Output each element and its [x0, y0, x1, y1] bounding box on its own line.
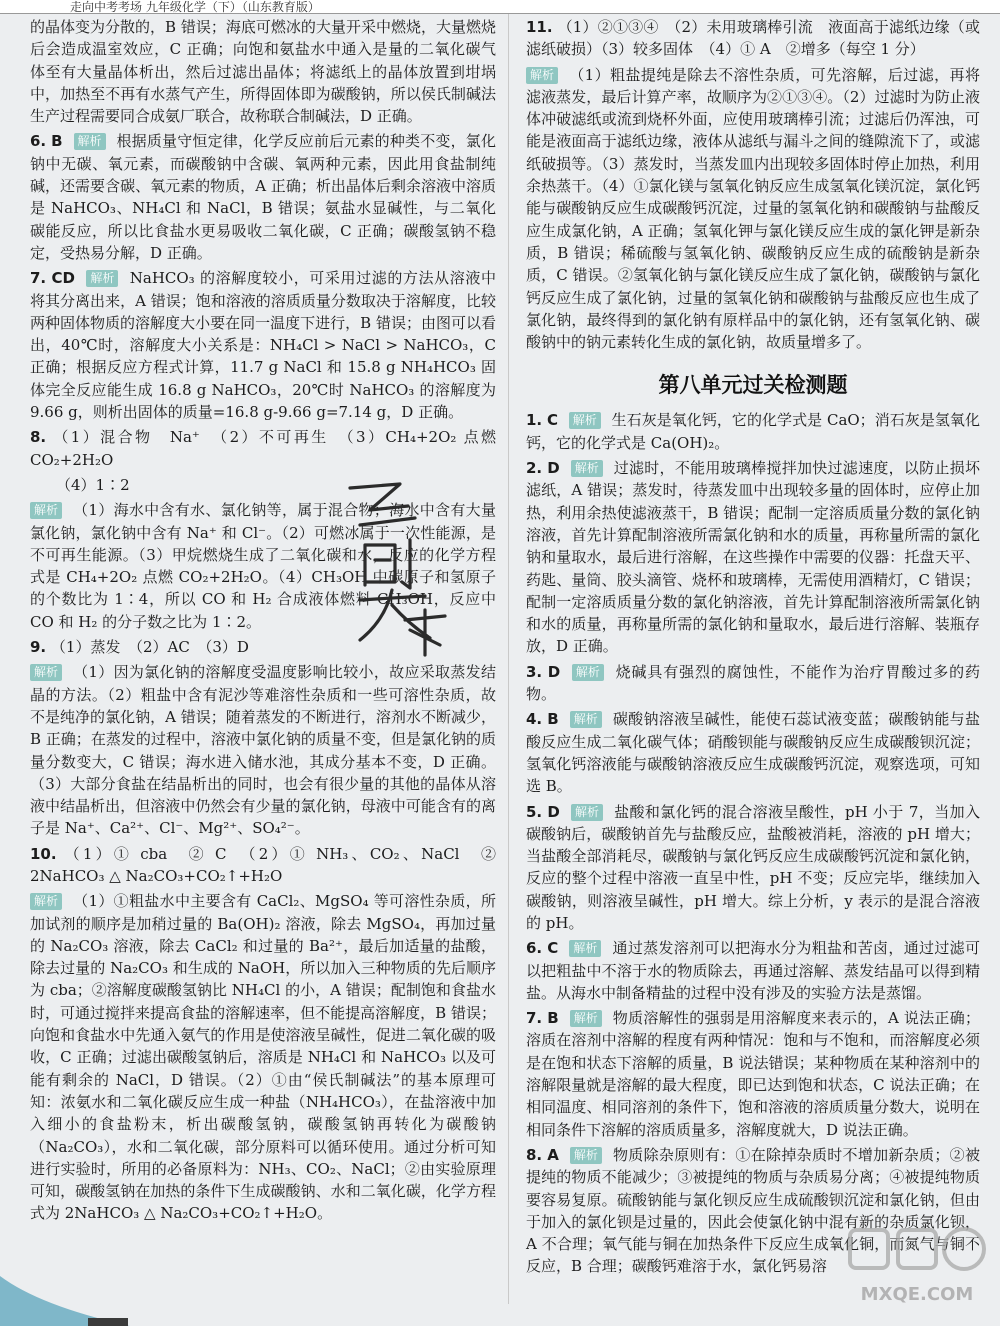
analysis-badge: 解析	[570, 1010, 602, 1027]
explanation-text: （1）粗盐提纯是除去不溶性杂质，可先溶解，后过滤，再将滤液蒸发，最后计算产率，故顺序为②①③④。（2）过滤时为防止液体冲破滤纸或流到烧杯外面，应使用玻璃棒引流；过滤后仍浑浊，可能是液面高于滤纸边缘，液体从滤纸与漏斗之间的缝隙流下了，或滤纸破损等。（3）蒸发时，当蒸发皿内出现较多固体时停止加热，利用余热蒸干。（4）①氯化镁与氢氧化钠反应生成氢氧化镁沉淀，氯化钙能与碳酸钠反应生成碳酸钙沉淀，过量的氢氧化钠和碳酸钠与盐酸反应生成氯化钠，A 正确；氢氧化钾与氯化镁反应生成的氯化钾是新杂质，B 错误；稀硫酸与氢氧化钠、碳酸钠反应生成的硫酸钠是新杂质，C 错误。②氢氧化钠与氯化镁反应生成了氯化钠，碳酸钠与氯化钙反应生成了氯化钠，过量的氢氧化钠和碳酸钠与盐酸反应也生成了氯化钠，最终得到的氯化钠有原样品中的氯化钠，还有氢氧化钠、碳酸钠中的钠元素转化生成的氯化钠，故质量增多了。	[526, 65, 980, 352]
answer-letter: B	[51, 132, 63, 151]
answer-item-u8-5	[526, 801, 980, 935]
analysis-8	[30, 499, 496, 633]
question-number: 8.	[526, 1145, 543, 1164]
answer-item-11	[526, 16, 980, 61]
answer-item-u8-7	[526, 1007, 980, 1141]
answer-item-6	[30, 130, 496, 264]
answer-item-10	[30, 843, 496, 888]
analysis-badge: 解析	[571, 804, 603, 821]
answer-text: （1）②①③④ （2）未用玻璃棒引流 液面高于滤纸边缘（或滤纸破损）（3）较多固体 （4）① A ②增多（每空 1 分）	[526, 18, 980, 59]
analysis-badge: 解析	[571, 460, 603, 477]
explanation-text: 过滤时，不能用玻璃棒搅拌加快过滤速度，以防止损坏滤纸，A 错误；蒸发时，待蒸发皿中出现较多量的固体时，应停止加热，利用余热使滤液蒸干，B 错误；配制一定溶质质量分数的氯化钠溶液，首先计算配制溶液所需氯化钠和水的质量，再称量所需的氯化钠和量取水，最后进行溶解，在这些操作中需要的仪器：托盘天平、药匙、量筒、胶头滴管、烧杯和玻璃棒，无需使用酒精灯，C 错误；配制一定溶质质量分数的氯化钠溶液，首先计算配制溶液所需氯化钠和水的质量，再称量所需的氯化钠和量取水，最后进行溶解、装瓶存放，D 正确。	[526, 459, 980, 656]
right-column	[520, 16, 982, 1281]
question-number: 2.	[526, 459, 543, 478]
analysis-badge: 解析	[572, 664, 604, 681]
column-divider	[508, 14, 509, 1304]
answer-letter: A	[547, 1145, 559, 1164]
answer-letter: CD	[51, 269, 75, 288]
answer-item	[30, 16, 496, 127]
explanation-text: 物质溶解性的强弱是用溶解度来表示的，A 说法正确；溶质在溶剂中溶解的程度有两种情况：饱和与不饱和，而溶解度必须是在饱和状态下溶解的质量，B 说法错误；某种物质在某种溶剂中的溶解限量就是溶解的最大程度，即已达到饱和状态，C 说法正确；在相同温度、相同溶剂的条件下，饱和溶液的溶质质量分数大，说明在相同条件下溶解的溶质质量多，溶解度就大，D 说法正确。	[526, 1009, 980, 1139]
answer-letter: B	[547, 1009, 559, 1028]
answer-item-8	[30, 426, 496, 471]
answer-letter: D	[547, 802, 560, 821]
answer-text: （1）① cba ② C （2）① NH₃、CO₂、NaCl ② 2NaHCO₃ △ Na₂CO₃+CO₂↑+H₂O	[30, 844, 496, 885]
answer-item-u8-6	[526, 937, 980, 1004]
explanation-text: 根据质量守恒定律，化学反应前后元素的种类不变，氯化钠中无碳、氧元素，而碳酸钠中含碳、氧两种元素，因此用食盐制纯碱，还需要含碳、氧元素的物质，A 正确；析出晶体后剩余溶液中溶质是 NaHCO₃、NH₄Cl 和 NaCl，B 错误；氨盐水显碱性，与二氧化碳能反应，所以比食盐水更易吸收二氧化碳，C 正确；碳酸氢钠不稳定，受热易分解，D 正确。	[30, 132, 496, 262]
analysis-badge: 解析	[569, 940, 601, 957]
explanation-text: （1）因为氯化钠的溶解度受温度影响比较小，故应采取蒸发结晶的方法。（2）粗盐中含有泥沙等难溶性杂质和一些可溶性杂质，故不是纯净的氯化钠，A 错误；随着蒸发的不断进行，溶剂水不断减少，B 正确；在蒸发的过程中，溶液中氯化钠的质量不变，但是氯化钠的质量分数变大，C 错误；海水进入储水池，其成分基本不变，D 正确。（3）大部分食盐在结晶析出的同时，也会有很少量的其他的晶体从溶液中结晶析出，但溶液中仍然会有少量的氯化钠，母液中可能含有的离子是 Na⁺、Ca²⁺、Cl⁻、Mg²⁺、SO₄²⁻。	[30, 663, 496, 838]
analysis-11	[526, 64, 980, 354]
analysis-badge: 解析	[74, 133, 106, 150]
explanation-text: 生石灰是氧化钙，它的化学式是 CaO；消石灰是氢氧化钙，它的化学式是 Ca(OH)₂。	[526, 411, 980, 452]
explanation-text: （1）①粗盐水中主要含有 CaCl₂、MgSO₄ 等可溶性杂质，所加试剂的顺序是加稍过量的 Ba(OH)₂ 溶液，除去 MgSO₄，再加过量的 Na₂CO₃ 溶液，除去 CaCl₂ 和过量的 Ba²⁺，最后加适量的盐酸，除去过量的 Na₂CO₃ 和生成的 NaOH，所以加入三种物质的先后顺序为 cba；②溶解度碳酸氢钠比 NH₄Cl 的小，A 错误；配制饱和食盐水时，可通过搅拌来提高食盐的溶解速率，但不能提高溶解度，B 错误；向饱和食盐水中先通入氨气的作用是使溶液呈碱性，促进二氧化碳的吸收，C 正确；过滤出碳酸氢钠后，溶质是 NH₄Cl 和 NaHCO₃ 以及可能有剩余的 NaCl，D 错误。（2）①由“侯氏制碱法”的基本原理可知：浓氨水和二氧化碳反应生成一种盐（NH₄HCO₃），在盐溶液中加入细小的食盐粉末，析出碳酸氢钠，碳酸氢钠再转化为碳酸钠（Na₂CO₃），水和二氧化碳，部分原料可以循环使用。通过分析可知进行实验时，所用的必备原料为：NH₃、CO₂、NaCl；②由实验原理可知，碳酸氢钠在加热的条件下生成碳酸钠、水和二氧化碳，化学方程式为 2NaHCO₃ △ Na₂CO₃+CO₂↑+H₂O。	[30, 892, 496, 1223]
question-number: 10.	[30, 844, 57, 863]
question-number: 9.	[30, 638, 47, 657]
answer-item-8-part4	[30, 474, 496, 496]
answer-item-9	[30, 636, 496, 658]
explanation-text: 物质除杂原则有：①在除掉杂质时不增加新杂质；②被提纯的物质不能减少；③被提纯的物质与杂质易分离；④被提纯物质要容易复原。硫酸钠能与氯化钡反应生成硫酸钡沉淀和氯化钠，但由于加入的氯化钡是过量的，因此会使氯化钠中混有新的杂质氯化钡，A 不合理；氧气能与铜在加热条件下反应生成氧化铜，而氮气与铜不反应，B 合理；碳酸钙难溶于水，氯化钙易溶	[526, 1145, 980, 1276]
page-corner-decoration	[0, 1266, 130, 1326]
answer-text: （1）混合物 Na⁺ （2）不可再生 （3）CH₄+2O₂ 点燃 CO₂+2H₂O	[30, 428, 496, 469]
answer-text: （4）1∶2	[56, 475, 130, 494]
question-number: 8.	[30, 428, 47, 447]
answer-item-7	[30, 267, 496, 423]
explanation-text: 的晶体变为分散的，B 错误；海底可燃冰的大量开采中燃烧，大量燃烧后会造成温室效应，C 正确；向饱和氨盐水中通入是量的二氧化碳气体至有大量晶体析出，然后过滤出晶体；将滤纸上的晶体放置到坩埚中，加热至不再有水蒸气产生，所得固体即为碳酸钠，所以侯氏制碱法生产过程需要同合成氨厂联合，故称联合制碱法，D 正确。	[30, 18, 496, 126]
answer-item-u8-1	[526, 409, 980, 454]
explanation-text: 通过蒸发溶剂可以把海水分为粗盐和苦卤，通过过滤可以把粗盐中不溶于水的物质除去，再通过溶解、蒸发结晶可以得到精盐。从海水中制备精盐的过程中没有涉及的实验方法是蒸馏。	[526, 939, 980, 1002]
analysis-10	[30, 890, 496, 1224]
answer-letter: C	[547, 939, 559, 958]
answer-letter: D	[547, 459, 560, 478]
left-column	[20, 16, 500, 1228]
question-number: 3.	[526, 662, 543, 681]
question-number: 1.	[526, 411, 543, 430]
explanation-text: 碳酸钠溶液呈碱性，能使石蕊试液变蓝；碳酸钠能与盐酸反应生成二氧化碳气体；硝酸钡能与碳酸钠反应生成碳酸钡沉淀；氢氧化钙溶液能与碳酸钠溶液反应生成碳酸钙沉淀，观察选项，可知选 B。	[526, 710, 980, 796]
question-number: 4.	[526, 710, 543, 729]
analysis-badge: 解析	[30, 664, 62, 681]
answer-letter: D	[547, 662, 561, 681]
answer-item-u8-3	[526, 661, 980, 706]
explanation-text: （1）海水中含有水、氯化钠等，属于混合物；海水中含有大量氯化钠，氯化钠中含有 Na⁺ 和 Cl⁻。（2）可燃冰属于一次性能源，是不可再生能源。（3）甲烷燃烧生成了二氧化碳和水，反应的化学方程式是 CH₄+2O₂ 点燃 CO₂+2H₂O。（4）CH₃OH 中碳原子和氢原子的个数比为 1∶4，所以 CO 和 H₂ 合成液体燃料 CH₃OH，反应中 CO 和 H₂ 的分子数之比为 1∶2。	[30, 501, 496, 631]
answer-text: （1）蒸发 （2）AC （3）D	[50, 638, 249, 657]
analysis-badge: 解析	[30, 502, 62, 519]
question-number: 7.	[526, 1009, 543, 1028]
answer-item-u8-2	[526, 457, 980, 658]
analysis-9	[30, 661, 496, 839]
section-title: 第八单元过关检测题	[658, 373, 848, 398]
question-number: 5.	[526, 802, 543, 821]
question-number: 6.	[526, 939, 543, 958]
explanation-text: NaHCO₃ 的溶解度较小，可采用过滤的方法从溶液中将其分离出来，A 错误；饱和溶液的溶质质量分数取决于溶解度，比较两种固体物质的溶解度大小要在同一温度下进行，B 错误；由图可以看出，40℃时，溶解度大小关系是：NH₄Cl > NaCl > NaHCO₃，C 正确；根据反应方程式计算，11.7 g NaCl 和 15.8 g NH₄HCO₃ 固体完全反应能生成 16.8 g NaHCO₃，20℃时 NaHCO₃ 的溶解度为 9.66 g，则析出固体的质量=16.8 g-9.66 g=7.14 g，D 正确。	[30, 269, 496, 422]
question-number: 7.	[30, 269, 47, 288]
analysis-badge: 解析	[86, 270, 118, 287]
explanation-text: 盐酸和氯化钙的混合溶液呈酸性，pH 小于 7，当加入碳酸钠后，碳酸钠首先与盐酸反应，盐酸被消耗，溶液的 pH 增大；当盐酸全部消耗尽，碳酸钠与氯化钙反应生成碳酸钙沉淀和氯化钠，反应的整个过程中溶液一直呈中性，pH 不变；反应完毕，继续加入碳酸钠，则溶液呈碱性，pH 增大。综上分析，y 表示的是混合溶液的 pH。	[526, 802, 980, 932]
question-number: 6.	[30, 132, 47, 151]
analysis-badge: 解析	[570, 1147, 602, 1164]
answer-letter: B	[547, 710, 559, 729]
svg-text:MXQE.COM: MXQE.COM	[860, 1284, 974, 1305]
analysis-badge: 解析	[570, 711, 602, 728]
analysis-badge: 解析	[526, 67, 558, 84]
answer-item-u8-8	[526, 1144, 980, 1278]
explanation-text: 烧碱具有强烈的腐蚀性，不能作为治疗胃酸过多的药物。	[526, 662, 980, 704]
answer-letter: C	[546, 411, 558, 430]
answer-item-u8-4	[526, 708, 980, 797]
running-header: 走向中考考场 九年级化学（下）（山东教育版）	[0, 0, 1000, 14]
question-number: 11.	[526, 18, 553, 36]
analysis-badge: 解析	[30, 893, 62, 910]
analysis-badge: 解析	[569, 412, 601, 429]
